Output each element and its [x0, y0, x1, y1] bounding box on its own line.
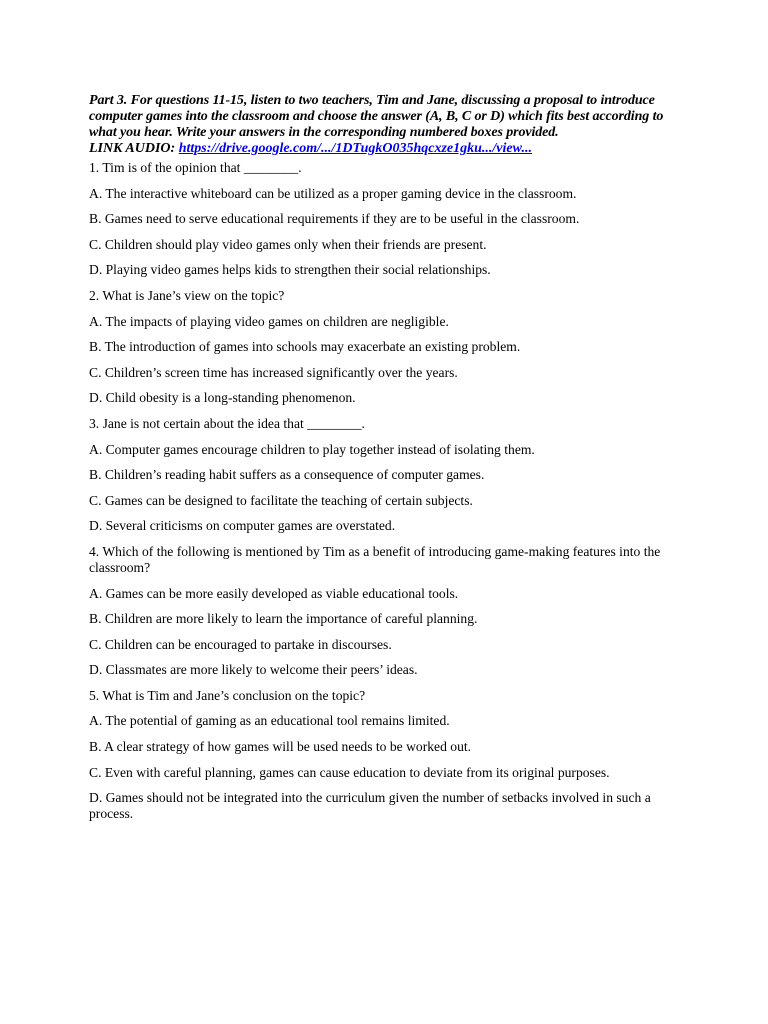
answer-option: A. The impacts of playing video games on children are negligible. [89, 313, 449, 329]
answer-option: C. Children can be encouraged to partake in discourses. [89, 636, 392, 652]
document-page [89, 93, 689, 822]
answer-option: B. Games need to serve educational requirements if they are to be useful in the classroom. [89, 211, 580, 227]
answer-option: C. Even with careful planning, games can cause education to deviate from its original purposes. [89, 764, 610, 780]
question-stem: 1. Tim is of the opinion that ________. [89, 160, 302, 175]
question-stem: 5. What is Tim and Jane’s conclusion on the topic? [89, 687, 366, 703]
question-stem: 4. Which of the following is mentioned by Tim as a benefit of introducing game-making features into the classroom? [89, 543, 661, 575]
answer-option: A. Games can be more easily developed as viable educational tools. [89, 585, 459, 601]
answer-option: A. The interactive whiteboard can be utilized as a proper gaming device in the classroom. [89, 185, 577, 201]
answer-option: C. Games can be designed to facilitate the teaching of certain subjects. [89, 492, 473, 508]
audio-link-label: LINK AUDIO: [89, 141, 179, 156]
answer-option: B. The introduction of games into schools may exacerbate an existing problem. [89, 339, 521, 355]
question-stem: 2. What is Jane’s view on the topic? [89, 287, 285, 303]
answer-option: D. Several criticisms on computer games are overstated. [89, 518, 396, 534]
questions-list [89, 160, 689, 822]
answer-option: A. Computer games encourage children to play together instead of isolating them. [89, 441, 535, 457]
answer-option: C. Children should play video games only when their friends are present. [89, 236, 487, 252]
answer-option: C. Children’s screen time has increased significantly over the years. [89, 364, 458, 380]
audio-link[interactable]: https://drive.google.com/.../1DTugkO035hqcxze1gku.../view... [178, 141, 532, 156]
instructions-text: Part 3. For questions 11-15, listen to two teachers, Tim and Jane, discussing a proposal to introduce computer games into the classroom and choose the answer (A, B, C or D) which fits best according to what you hear. Write your answers in the corresponding numbered boxes provided. [89, 93, 664, 140]
answer-option: B. Children are more likely to learn the importance of careful planning. [89, 611, 478, 627]
audio-link-line [89, 141, 689, 157]
question-stem: 3. Jane is not certain about the idea that ________. [89, 415, 365, 431]
answer-option: D. Child obesity is a long-standing phenomenon. [89, 390, 356, 406]
answer-option: D. Playing video games helps kids to strengthen their social relationships. [89, 262, 491, 278]
answer-option: B. Children’s reading habit suffers as a consequence of computer games. [89, 467, 485, 483]
answer-option: B. A clear strategy of how games will be used needs to be worked out. [89, 739, 472, 755]
answer-option: A. The potential of gaming as an educational tool remains limited. [89, 713, 450, 729]
answer-option: D. Games should not be integrated into the curriculum given the number of setbacks involved in such a process. [89, 790, 651, 822]
answer-option: D. Classmates are more likely to welcome their peers’ ideas. [89, 662, 418, 678]
